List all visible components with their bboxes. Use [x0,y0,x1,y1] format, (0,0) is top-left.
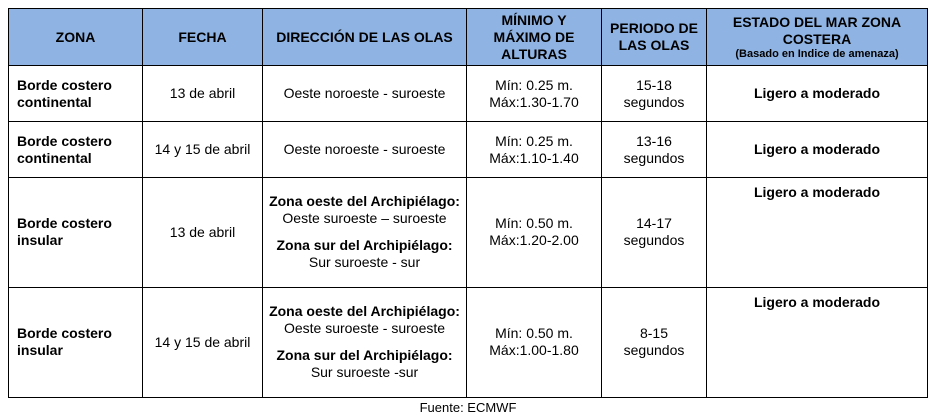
cell-estado: Ligero a moderado [707,178,928,287]
periodo-value: 8-15 [639,325,669,342]
altura-max: Máx:1.20-2.00 [489,232,579,249]
cell-estado: Ligero a moderado [707,287,928,397]
cell-direccion: Oeste noroeste - suroeste [263,66,467,122]
periodo-value: 14-17 [636,215,672,232]
direccion-oeste-value: Oeste suroeste - suroeste [283,320,446,337]
cell-fecha: 13 de abril [143,66,263,122]
direccion-oeste-value: Oeste suroeste – suroeste [282,210,447,227]
header-periodo: PERIODO DE LAS OLAS [602,9,707,66]
direccion-sur-label: Zona sur del Archipiélago: [276,347,453,364]
cell-periodo [602,287,707,397]
cell-estado: Ligero a moderado [707,122,928,178]
cell-zona: Borde costero continental [9,66,143,122]
table-row [9,66,928,122]
altura-max: Máx:1.10-1.40 [489,149,579,166]
direccion-sur-value: Sur suroeste - sur [308,254,421,271]
altura-max: Máx:1.00-1.80 [489,342,579,359]
cell-alturas [467,287,602,397]
direccion-oeste-label: Zona oeste del Archipiélago: [269,193,460,210]
cell-direccion: Oeste noroeste - suroeste [263,122,467,178]
table-row [9,287,928,397]
header-estado-subtitle: (Basado en Indice de amenaza) [735,48,899,60]
cell-fecha: 13 de abril [143,178,263,287]
cell-estado: Ligero a moderado [707,66,928,122]
altura-min: Mín: 0.25 m. [495,132,573,149]
cell-alturas [467,178,602,287]
cell-direccion [263,178,467,287]
cell-alturas [467,122,602,178]
cell-fecha: 14 y 15 de abril [143,287,263,397]
cell-alturas [467,66,602,122]
cell-direccion [263,287,467,397]
periodo-value: 13-16 [636,132,672,149]
header-estado [707,9,928,66]
altura-min: Mín: 0.50 m. [495,325,573,342]
header-zona: ZONA [9,9,143,66]
header-row [9,9,928,66]
cell-zona: Borde costero insular [9,287,143,397]
altura-max: Máx:1.30-1.70 [489,93,579,110]
cell-periodo [602,66,707,122]
direccion-sur-label: Zona sur del Archipiélago: [276,237,453,254]
periodo-unit: segundos [623,342,685,359]
header-estado-title: ESTADO DEL MAR ZONA COSTERA [732,14,902,47]
source-caption: Fuente: ECMWF [419,400,517,415]
direccion-sur-value: Sur suroeste -sur [310,364,419,381]
header-fecha: FECHA [143,9,263,66]
direccion-oeste-label: Zona oeste del Archipiélago: [269,303,460,320]
altura-min: Mín: 0.50 m. [495,215,573,232]
cell-periodo [602,122,707,178]
periodo-value: 15-18 [636,76,672,93]
periodo-unit: segundos [623,149,685,166]
cell-fecha: 14 y 15 de abril [143,122,263,178]
table-row [9,178,928,287]
periodo-unit: segundos [623,232,685,249]
header-alturas: MÍNIMO Y MÁXIMO DE ALTURAS [467,9,602,66]
header-direccion: DIRECCIÓN DE LAS OLAS [263,9,467,66]
cell-periodo [602,178,707,287]
cell-zona: Borde costero continental [9,122,143,178]
altura-min: Mín: 0.25 m. [495,76,573,93]
wave-forecast-table [8,8,928,398]
table-row [9,122,928,178]
cell-zona: Borde costero insular [9,178,143,287]
periodo-unit: segundos [623,93,685,110]
